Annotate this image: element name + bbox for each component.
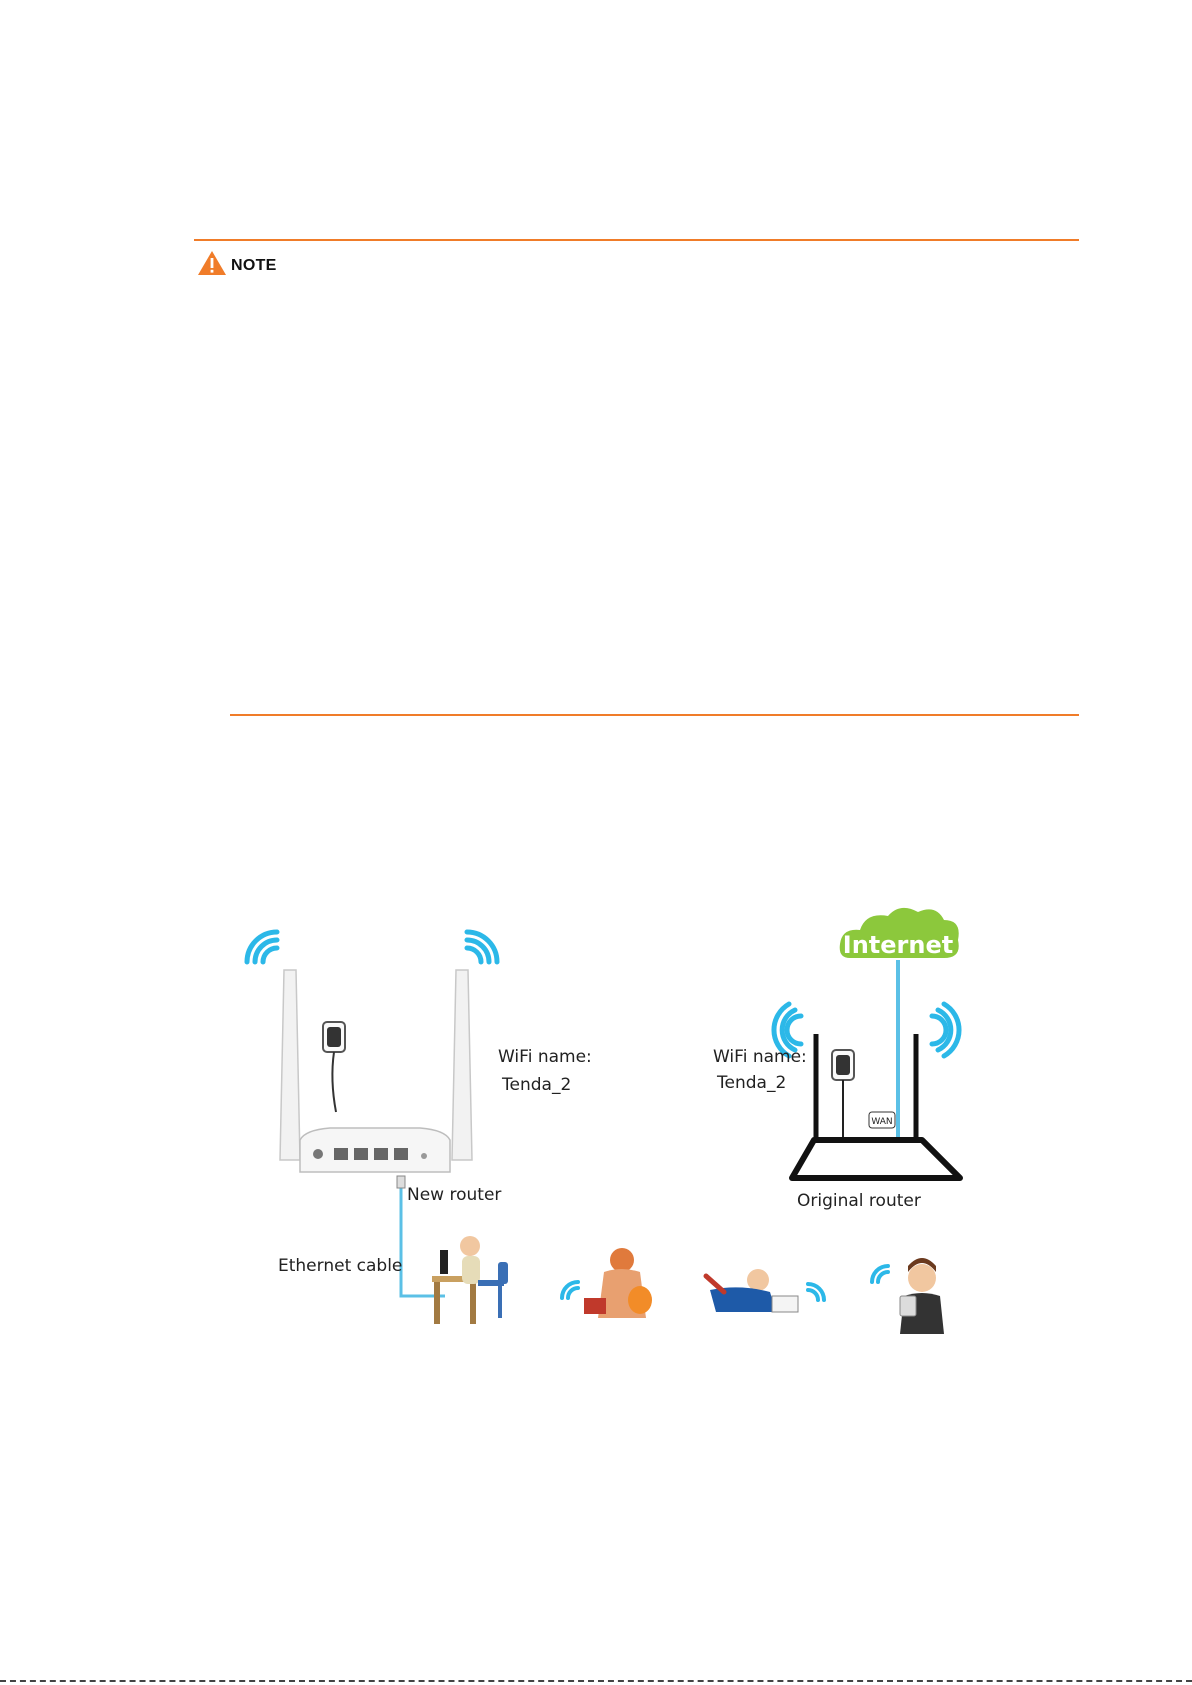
new-router <box>247 932 497 1296</box>
wifi-signal-icon <box>808 1284 824 1300</box>
original-router-wifi-name: Tenda_2 <box>717 1073 787 1093</box>
wifi-signal-icon <box>872 1266 888 1282</box>
original-router <box>774 1004 960 1178</box>
wan-port-label: WAN <box>871 1117 893 1127</box>
new-router-wifi-label: WiFi name: <box>498 1047 592 1067</box>
internet-label: Internet <box>842 931 954 959</box>
new-router-wifi-name: Tenda_2 <box>502 1075 572 1095</box>
original-router-caption: Original router <box>797 1191 921 1211</box>
wifi-signal-icon <box>247 932 277 962</box>
wifi-signal-icon <box>467 932 497 962</box>
wifi-signal-icon <box>562 1282 578 1298</box>
laptop-user-illustration <box>584 1248 652 1318</box>
tablet-user-illustration <box>900 1258 944 1334</box>
ethernet-cable-label: Ethernet cable <box>278 1256 403 1276</box>
wifi-signal-icon <box>932 1004 959 1056</box>
original-router-wifi-label: WiFi name: <box>713 1047 807 1067</box>
page-bottom-dashed-line <box>0 1680 1192 1682</box>
laptop-user-illustration <box>706 1269 798 1312</box>
desktop-user-illustration <box>432 1236 508 1324</box>
new-router-caption: New router <box>407 1185 502 1205</box>
note-label: NOTE <box>231 256 277 274</box>
